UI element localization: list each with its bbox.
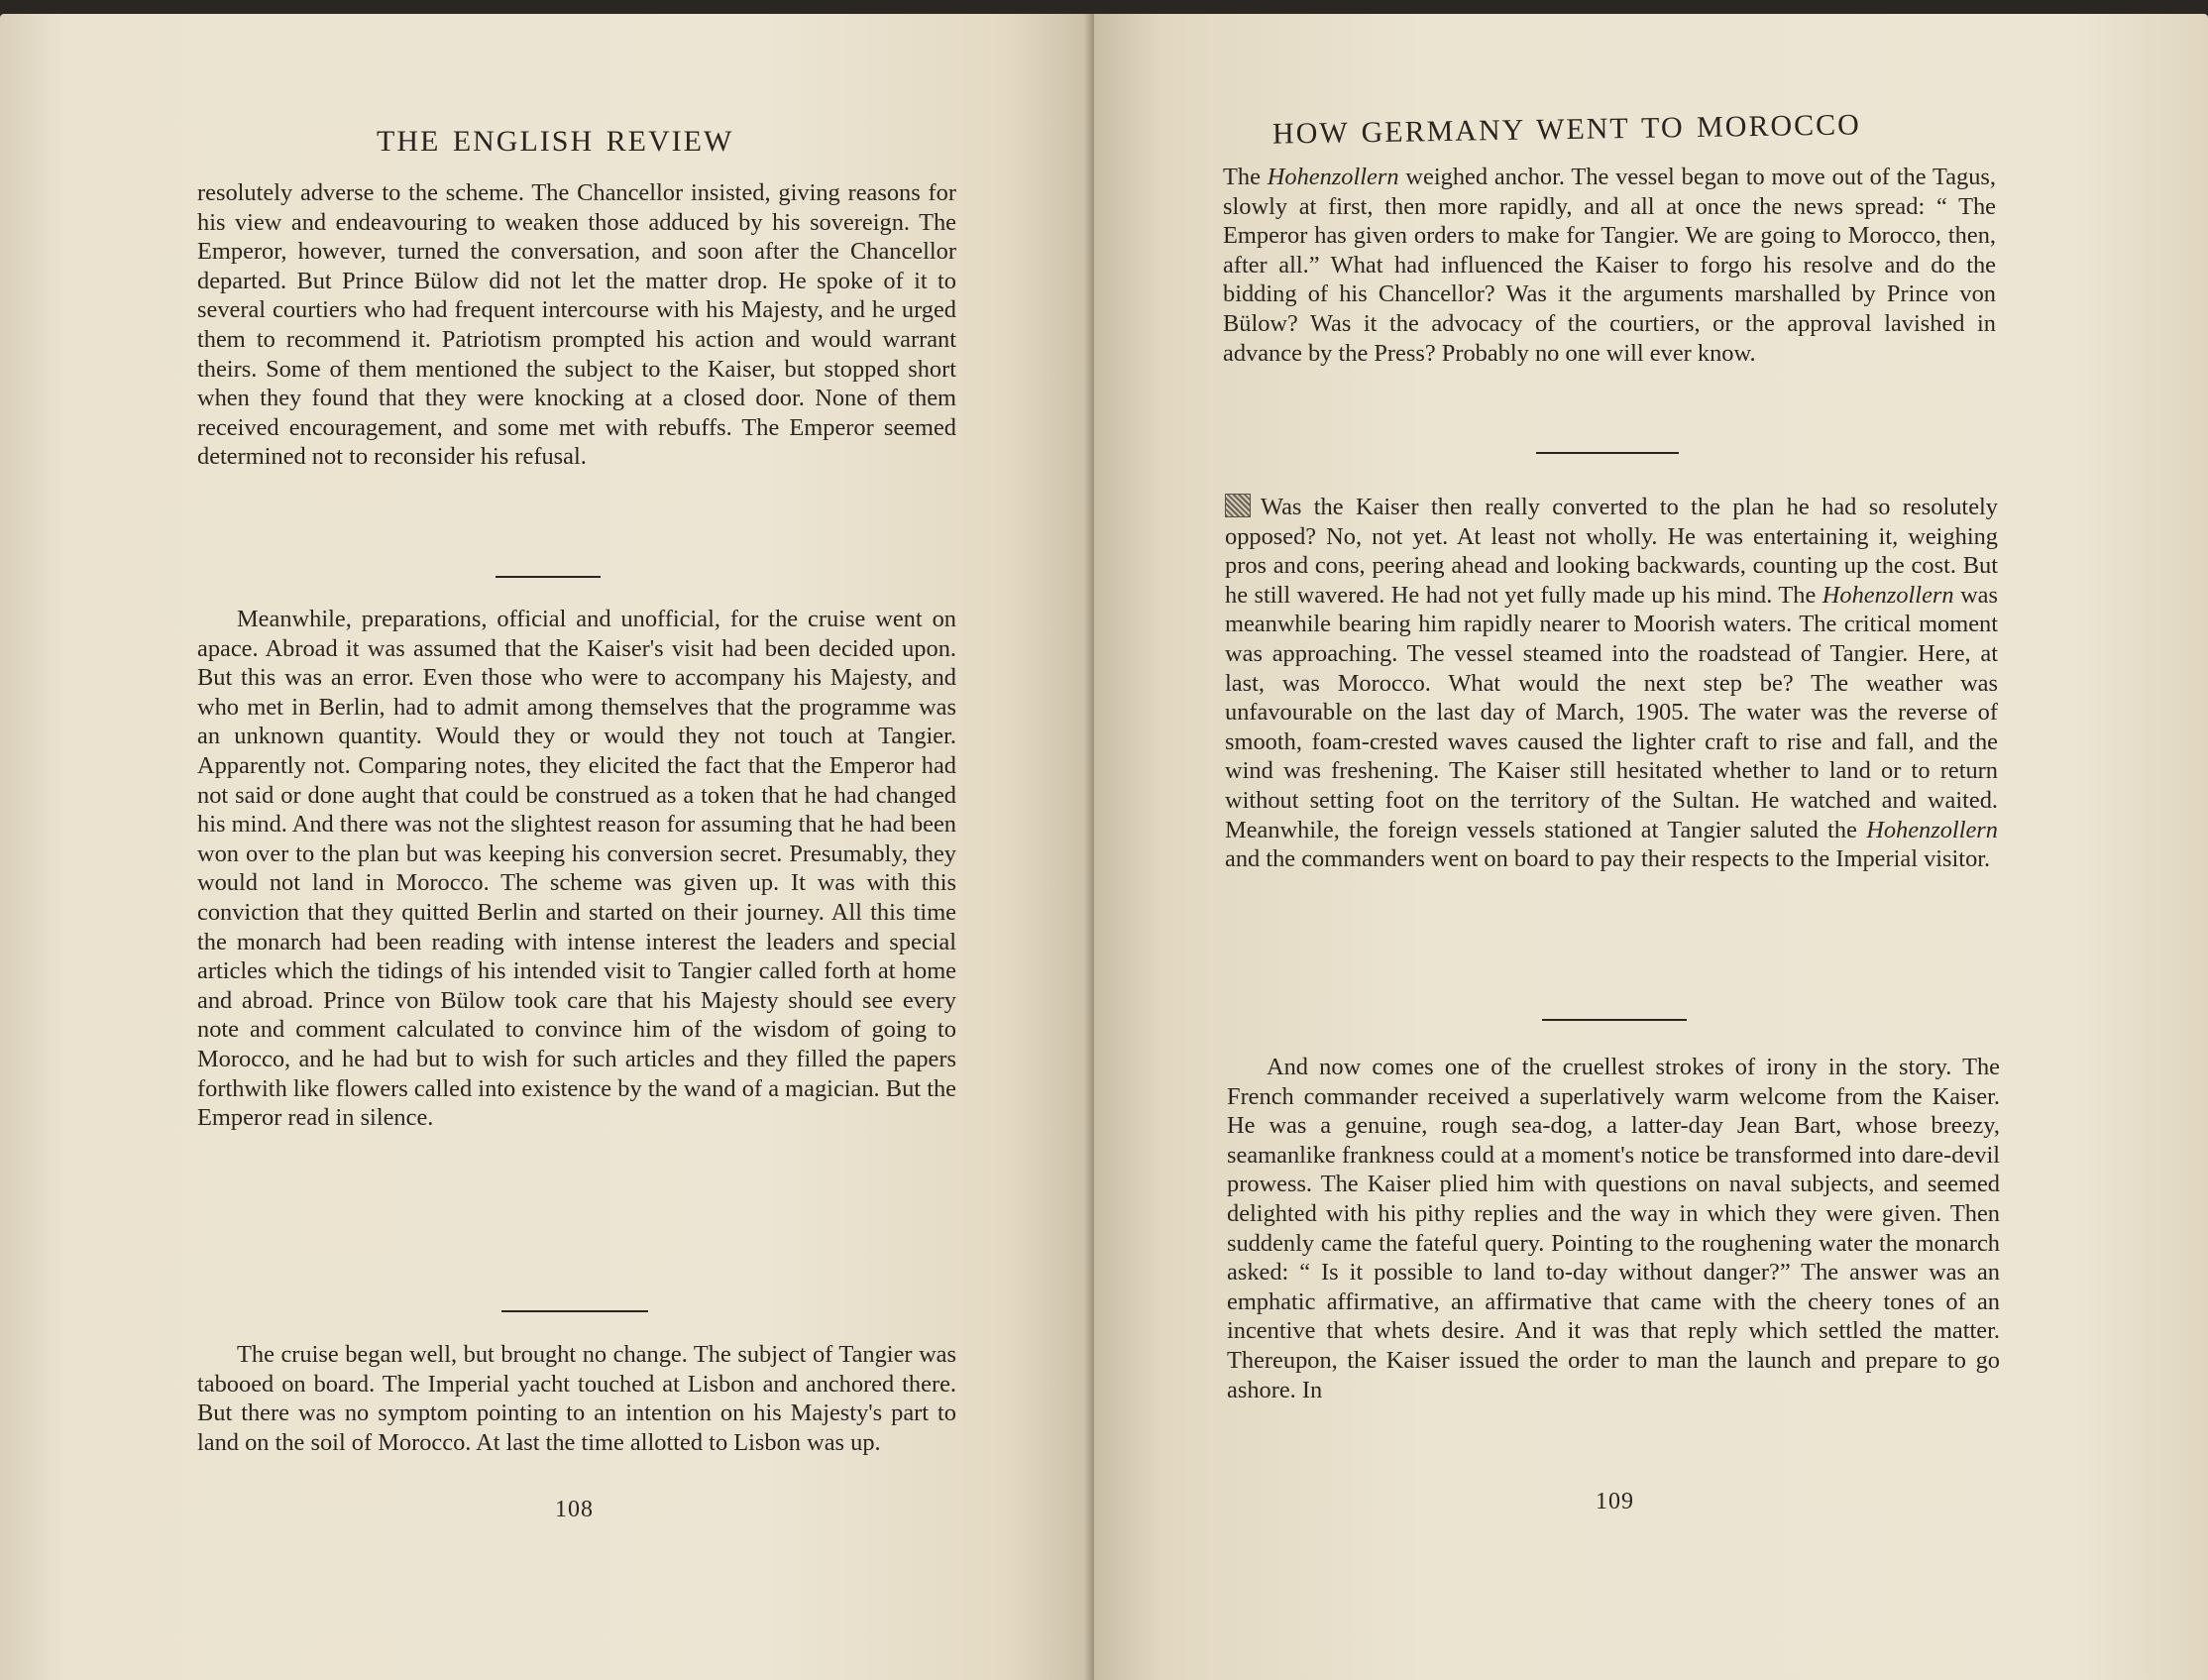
paragraph: Meanwhile, preparations, official and unofficial, for the cruise went on apace. Abroad it was assumed that the Kaiser's visit had been decided upon. But this was an error. Even those who were to accompany his Majesty, and who met in Berlin, had to admit among themselves that the programme was an unknown quantity. Would they or would they not touch at Tangier. Apparently not. Comparing notes, they elicited the fact that the Emperor had not said or done aught that could be construed as a token that he had changed his mind. And there was not the slightest reason for assuming that he had been won over to the plan but was keeping his conversion secret. Presumably, they would not land in Morocco. The scheme was given up. It was with this conviction that they quitted Berlin and started on their journey. All this time the monarch had been reading with intense interest the leaders and special articles which the tidings of his intended visit to Tangier called forth at home and abroad. Prince von Bülow took care that his Majesty should see every note and comment calculated to convince him of the wisdom of going to Morocco, and he had but to wish for such articles and they filled the papers forthwith like flowers called into existence by the wand of a magician. But the Emperor read in silence. <box>197 606 956 1132</box>
text-run: The <box>1223 164 1268 190</box>
ship-name: Hohenzollern <box>1866 816 1998 843</box>
ship-name: Hohenzollern <box>1267 164 1399 190</box>
ornament-icon <box>1225 494 1251 517</box>
ship-name: Hohenzollern <box>1822 581 1954 609</box>
paragraph: The cruise began well, but brought no change. The subject of Tangier was tabooed on board. The Imperial yacht touched at Lisbon and anchored there. But there was no symptom pointing to an intention on his Majesty's part to land on the soil of Morocco. At last the time allotted to Lisbon was up. <box>197 1341 956 1456</box>
section-divider <box>1542 1019 1687 1021</box>
right-page <box>1094 14 2208 1680</box>
page-number: 109 <box>1596 1489 1634 1514</box>
paragraph <box>1223 163 1996 368</box>
paragraph <box>1225 493 1998 874</box>
section-divider <box>501 1310 648 1312</box>
running-head: THE ENGLISH REVIEW <box>377 125 734 158</box>
running-head: HOW GERMANY WENT TO MOROCCO <box>1271 108 1862 151</box>
page-number: 108 <box>555 1497 594 1522</box>
text-run: was meanwhile bearing him rapidly nearer to Moorish waters. The critical moment was approaching. The vessel steamed into the roadstead of Tangier. Here, at last, was Morocco. What would the next step be? The weather was unfavourable on the last day of March, 1905. The water was the reverse of smooth, foam-crested waves caused the lighter craft to rise and fall, and the wind was freshening. The Kaiser still hesitated whether to land or to return without setting foot on the territory of the Sultan. He watched and waited. Meanwhile, the foreign vessels stationed at Tangier saluted the <box>1225 581 1999 843</box>
section-divider <box>1536 452 1679 454</box>
left-page <box>0 14 1094 1680</box>
text-run: and the commanders went on board to pay their respects to the Imperial visitor. <box>1225 845 1991 873</box>
text-run: weighed anchor. The vessel began to move out of the Tagus, slowly at first, then more rapidly, and all at once the news spread: “ The Emperor has given orders to make for Tangier. We are going to Morocco, then, after all.” What had influenced the Kaiser to forgo his resolve and do the bidding of his Chancellor? Was it the arguments marshalled by Prince von Bülow? Was it the advocacy of the courtiers, or the approval lavished in advance by the Press? Probably no one will ever know. <box>1223 164 1996 367</box>
text-run: Was the Kaiser then really converted to the plan he had so resolutely opposed? No, not yet. At least not wholly. He was entertaining it, weighing pros and cons, peering ahead and looking backwards, counting up the cost. But he still wavered. He had not yet fully made up his mind. The <box>1225 494 1998 609</box>
paragraph: And now comes one of the cruellest strokes of irony in the story. The French commander received a superlatively warm welcome from the Kaiser. He was a genuine, rough sea-dog, a latter-day Jean Bart, whose breezy, seamanlike frankness could at a moment's notice be transformed into dare-devil prowess. The Kaiser plied him with questions on naval subjects, and seemed delighted with his pithy replies and the way in which they were given. Then suddenly came the fateful query. Pointing to the roughening water the monarch asked: “ Is it possible to land to-day without danger?” The answer was an emphatic affirmative, an affirmative that came with the cheery tones of an incentive that whets desire. And it was that reply which settled the matter. Thereupon, the Kaiser issued the order to man the launch and prepare to go ashore. In <box>1227 1054 2000 1403</box>
paragraph: resolutely adverse to the scheme. The Chancellor insisted, giving reasons for his view and endeavouring to weaken those adduced by his sovereign. The Emperor, however, turned the conversation, and soon after the Chancellor departed. But Prince Bülow did not let the matter drop. He spoke of it to several courtiers who had frequent intercourse with his Majesty, and he urged them to recommend it. Patriotism prompted his action and would warrant theirs. Some of them mentioned the subject to the Kaiser, but stopped short when they found that they were knocking at a closed door. None of them received encouragement, and some met with rebuffs. The Emperor seemed determined not to reconsider his refusal. <box>197 179 956 471</box>
book-spread <box>0 14 2208 1680</box>
section-divider <box>496 576 601 578</box>
